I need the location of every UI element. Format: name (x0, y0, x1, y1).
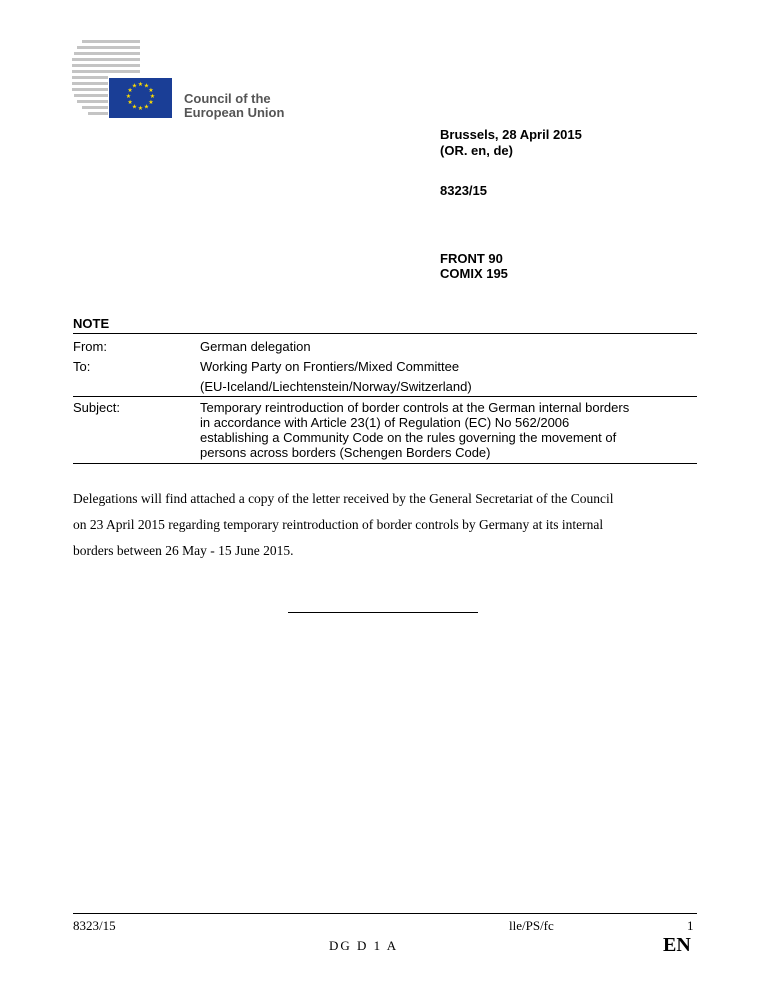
from-label: From: (73, 339, 107, 354)
subject-line: in accordance with Article 23(1) of Regulation (EC) No 562/2006 (200, 415, 570, 430)
header-code-comix: COMIX 195 (440, 266, 508, 281)
footer-language: EN (663, 934, 691, 956)
subject-value (200, 400, 700, 460)
logo-wordmark (184, 92, 284, 120)
svg-text:★: ★ (143, 103, 150, 111)
svg-text:★: ★ (137, 105, 144, 112)
svg-text:★: ★ (148, 87, 154, 94)
footer-page-number: 1 (687, 918, 694, 933)
to-value-line-2: (EU-Iceland/Liechtenstein/Norway/Switzerland) (200, 379, 472, 394)
subject-rule (73, 396, 697, 397)
header-place-date: Brussels, 28 April 2015 (440, 127, 582, 142)
subject-line: persons across borders (Schengen Borders Code) (200, 445, 491, 460)
header-code-front: FRONT 90 (440, 251, 503, 266)
body-line: borders between 26 May - 15 June 2015. (73, 543, 294, 558)
svg-text:★: ★ (131, 82, 138, 90)
footer-rule (73, 913, 697, 914)
from-value: German delegation (200, 339, 311, 354)
svg-text:★: ★ (149, 93, 156, 100)
subject-line: Temporary reintroduction of border controls at the German internal borders (200, 400, 630, 415)
body-paragraph (73, 486, 713, 564)
body-line: on 23 April 2015 regarding temporary reintroduction of border controls by Germany at its internal (73, 517, 604, 532)
svg-text:★: ★ (125, 93, 132, 100)
to-label: To: (73, 359, 91, 374)
note-title: NOTE (73, 316, 110, 331)
to-value-line-1: Working Party on Frontiers/Mixed Committee (200, 359, 460, 374)
svg-text:★: ★ (127, 87, 133, 94)
svg-text:★: ★ (143, 82, 150, 90)
svg-text:★: ★ (148, 99, 154, 106)
note-bottom-rule (73, 463, 697, 464)
end-separator (288, 612, 478, 613)
body-line: Delegations will find attached a copy of the letter received by the General Secretariat of the Council (73, 491, 614, 506)
logo-line-2: European Union (184, 105, 285, 120)
footer-dg: DG D 1 A (329, 938, 399, 953)
subject-label: Subject: (73, 400, 120, 415)
footer-doc-number: 8323/15 (73, 918, 116, 933)
header-doc-number: 8323/15 (440, 183, 487, 198)
subject-line: establishing a Community Code on the rules governing the movement of (200, 430, 617, 445)
footer-initials: lle/PS/fc (509, 918, 554, 933)
svg-text:★: ★ (127, 99, 133, 106)
header-original-language: (OR. en, de) (440, 143, 513, 158)
svg-text:★: ★ (131, 103, 138, 111)
svg-text:★: ★ (137, 81, 144, 88)
logo-line-1: Council of the (184, 91, 271, 106)
note-top-rule (73, 333, 697, 334)
